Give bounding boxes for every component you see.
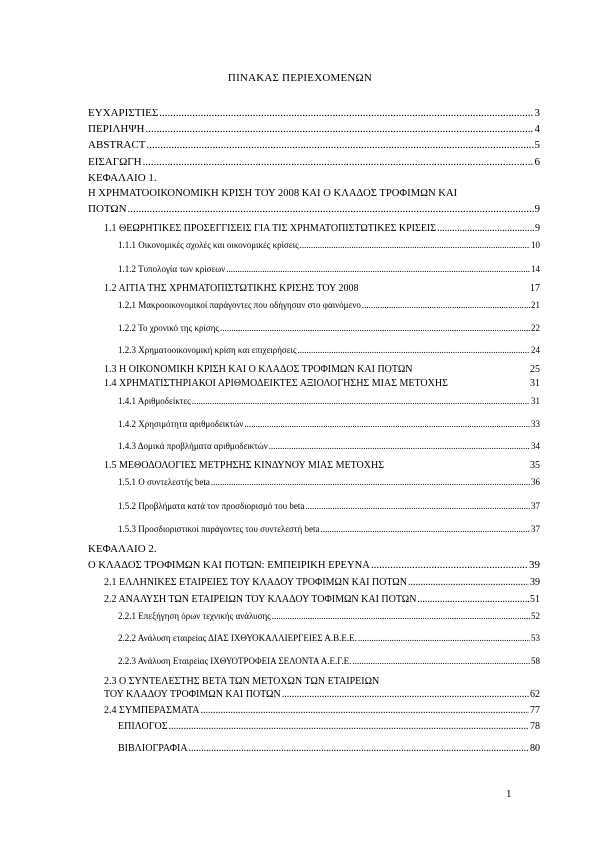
toc-entry[interactable] <box>104 222 540 236</box>
toc-entry-label: 1.5 ΜΕΘΟΔΟΛΟΓΙΕΣ ΜΕΤΡΗΣΗΣ ΚΙΝΔΥΝΟΥ ΜΙΑΣ ΜΕΤΟΧΗΣ <box>104 460 385 471</box>
toc-entry-page: 4 <box>534 123 540 135</box>
toc-entry-page: 9 <box>535 223 540 234</box>
leader-dots <box>437 222 534 236</box>
toc-entry[interactable] <box>104 593 540 607</box>
toc-entry-page: 39 <box>529 559 540 571</box>
chapter-heading: ΚΕΦΑΛΑΙΟ 1. <box>88 172 157 184</box>
toc-entry[interactable] <box>118 321 540 335</box>
toc-entry-page: 80 <box>530 743 540 754</box>
toc-entry-page: 53 <box>531 633 540 643</box>
toc-entry-label: ABSTRACT <box>88 139 146 151</box>
toc-entry-page: 31 <box>531 396 540 406</box>
toc-entry[interactable] <box>118 238 540 252</box>
toc-entry[interactable] <box>118 742 540 756</box>
toc-entry-label: 2.1 ΕΛΛΗΝΙΚΕΣ ΕΤΑΙΡΕΙΕΣ ΤΟΥ ΚΛΑΔΟΥ ΤΡΟΦΙΜΩΝ ΚΑΙ ΠΟΤΩΝ <box>104 577 407 588</box>
toc-entry-label: ΠΕΡΙΛΗΨΗ <box>88 123 145 135</box>
toc-entry-label: 2.2 ΑΝΑΛΥΣΗ ΤΩΝ ΕΤΑΙΡΕΙΩΝ ΤΟΥ ΚΛΑΔΟΥ ΤΟΦΙΜΩΝ ΚΑΙ ΠΟΤΩΝ <box>104 594 417 605</box>
toc-entry[interactable] <box>118 631 540 645</box>
toc-entry-label: ΕΙΣΑΓΩΓΗ <box>88 156 142 168</box>
page-title: ΠΙΝΑΚΑΣ ΠΕΡΙΕΧΟΜΕΝΩΝ <box>227 72 373 84</box>
toc-entry-page: 22 <box>531 323 540 333</box>
toc-entry-page: 17 <box>530 283 540 294</box>
toc-entry-label: 1.5.3 Προσδιοριστικοί παράγοντες του συντελεστή beta <box>118 524 320 534</box>
leader-dots <box>189 742 529 756</box>
toc-entry[interactable] <box>118 475 540 489</box>
toc-entry-label: 2.2.3 Ανάλυση Εταιρείας ΙΧΘΥΟΤΡΟΦΕΙΑ ΣΕΛΟΝΤΑ Α.Ε.Γ.Ε. <box>118 656 352 666</box>
toc-entry-page: 24 <box>531 345 540 355</box>
leader-dots <box>128 202 534 216</box>
toc-entry[interactable] <box>118 654 540 668</box>
page-number: 1 <box>506 788 512 800</box>
toc-entry-page: 58 <box>531 656 540 666</box>
leader-dots <box>143 155 534 169</box>
toc-entry-page: 9 <box>534 203 540 215</box>
toc-entry[interactable] <box>118 262 540 276</box>
leader-dots <box>305 499 530 513</box>
toc-entry[interactable] <box>88 122 540 136</box>
toc-entry-page: 52 <box>531 611 540 621</box>
toc-entry-label: 1.4 ΧΡΗΜΑΤΙΣΤΗΡΙΑΚΟΙ ΑΡΙΘΜΟΔΕΙΚΤΕΣ ΑΞΙΟΛΟΓΗΣΗΣ ΜΙΑΣ ΜΕΤΟΧΗΣ <box>104 378 448 389</box>
leader-dots <box>211 475 530 489</box>
toc-entry-page: 33 <box>531 419 540 429</box>
toc-entry-label: 1.2.1 Μακροοικονομικοί παράγοντες που οδήγησαν στο φαινόμενο <box>118 300 361 310</box>
toc-entry-page: 78 <box>530 721 540 732</box>
toc-entry-label: ΕΠΙΛΟΓΟΣ <box>118 721 168 732</box>
toc-entry[interactable] <box>118 720 540 734</box>
leader-dots <box>408 576 529 590</box>
toc-entry-label: ΠΟΤΩΝ <box>88 203 127 215</box>
toc-entry[interactable] <box>88 155 540 169</box>
leader-dots <box>192 394 530 408</box>
leader-dots <box>282 688 529 702</box>
leader-dots <box>226 262 530 276</box>
leader-dots <box>352 654 530 668</box>
toc-entry-label: 1.2 ΑΙΤΙΑ ΤΗΣ ΧΡΗΜΑΤΟΠΙΣΤΩΤΙΚΗΣ ΚΡΙΣΗΣ ΤΟΥ 2008 <box>104 283 359 294</box>
leader-dots <box>272 609 530 623</box>
toc-entry[interactable] <box>88 202 540 216</box>
chapter-title: Η ΧΡΗΜΑΤΟΟΙΚΟΝΟΜΙΚΗ ΚΡΙΣΗ ΤΟΥ 2008 ΚΑΙ Ο ΚΛΑΔΟΣ ΤΡΟΦΙΜΩΝ ΚΑΙ <box>88 188 458 199</box>
toc-entry-page: 62 <box>530 689 540 700</box>
toc-entry-label: 1.5.1 Ο συντελεστής beta <box>118 477 210 487</box>
leader-dots <box>362 298 530 312</box>
toc-entry-label: 1.4.3 Δομικά προβλήματα αριθμοδεικτών <box>118 441 268 451</box>
toc-entry-page: 14 <box>531 264 540 274</box>
toc-entry[interactable] <box>118 499 540 513</box>
toc-entry-label: 1.1.1 Οικονομικές σχολές και οικονομικές κρίσεις <box>118 240 299 250</box>
toc-entry-label: Ο ΚΛΑΔΟΣ ΤΡΟΦΙΜΩΝ ΚΑΙ ΠΟΤΩΝ: ΕΜΠΕΙΡΙΚΗ ΕΡΕΥΝΑ <box>88 560 370 571</box>
toc-entry-page: 6 <box>534 156 540 168</box>
toc-entry-label: 1.1 ΘΕΩΡΗΤΙΚΕΣ ΠΡΟΣΕΓΓΙΣΕΙΣ ΓΙΑ ΤΙΣ ΧΡΗΜΑΤΟΠΙΣΤΩΤΙΚΕΣ ΚΡΙΣΕΙΣ <box>104 223 437 234</box>
toc-entry-label: 2.2.2 Ανάλυση εταιρείας ΔΙΑΣ ΙΧΘΥΟΚΑΛΛΙΕΡΓΕΙΕΣ Α.Β.Ε.Ε. <box>118 633 357 643</box>
toc-entry-label: 1.1.2 Τυπολογία των κρίσεων <box>118 264 226 274</box>
toc-entry-page: 37 <box>531 524 540 534</box>
leader-dots <box>169 720 529 734</box>
toc-entry-label: 1.4.1 Αριθμοδείκτες <box>118 396 191 406</box>
leader-dots <box>320 522 530 536</box>
toc-entry-label: 2.4 ΣΥΜΠΕΡΑΣΜΑΤΑ <box>104 705 200 716</box>
leader-dots <box>146 138 533 152</box>
toc-entry-page: 31 <box>530 378 540 389</box>
toc-entry-page: 51 <box>530 594 540 605</box>
leader-dots <box>417 593 529 607</box>
toc-entry[interactable] <box>118 522 540 536</box>
toc-entry-page: 35 <box>530 460 540 471</box>
toc-entry-page: 37 <box>531 501 540 511</box>
leader-dots <box>358 631 530 645</box>
leader-dots <box>269 439 530 453</box>
toc-entry-page: 10 <box>531 240 540 250</box>
toc-entry-page: 34 <box>531 441 540 451</box>
toc-entry[interactable] <box>104 688 540 702</box>
toc-entry[interactable] <box>118 439 540 453</box>
leader-dots <box>159 106 533 120</box>
toc-entry[interactable] <box>104 459 540 473</box>
toc-entry[interactable] <box>104 282 540 296</box>
toc-entry[interactable] <box>118 343 540 357</box>
toc-entry-page: 25 <box>530 364 540 375</box>
toc-entry-label: 1.3 Η ΟΙΚΟΝΟΜΙΚΗ ΚΡΙΣΗ ΚΑΙ Ο ΚΛΑΔΟΣ ΤΡΟΦΙΜΩΝ ΚΑΙ ΠΟΤΩΝ <box>104 364 413 375</box>
toc-entry[interactable] <box>104 377 540 391</box>
toc-entry[interactable] <box>104 363 540 377</box>
toc-entry[interactable] <box>118 417 540 431</box>
toc-entry-page: 77 <box>530 705 540 716</box>
toc-entry[interactable] <box>118 298 540 312</box>
toc-entry[interactable] <box>88 106 540 120</box>
toc-entry-label: ΤΟΥ ΚΛΑΔΟΥ ΤΡΟΦΙΜΩΝ ΚΑΙ ΠΟΤΩΝ <box>104 689 281 700</box>
toc-entry-label: 1.4.2 Χρησιμότητα αριθμοδεικτών <box>118 419 244 429</box>
toc-entry[interactable] <box>88 558 540 573</box>
leader-dots <box>220 321 530 335</box>
toc-entry[interactable] <box>118 609 540 623</box>
toc-entry-label: 1.2.3 Χρηματοοικονομική κρίση και επιχειρήσεις <box>118 345 297 355</box>
toc-entry-label: 1.5.2 Προβλήματα κατά τον προσδιορισμό του beta <box>118 501 305 511</box>
toc-entry-page: 36 <box>531 477 540 487</box>
toc-entry-page: 21 <box>531 300 540 310</box>
toc-entry[interactable] <box>118 394 540 408</box>
toc-entry[interactable] <box>104 704 540 718</box>
chapter-heading: ΚΕΦΑΛΑΙΟ 2. <box>88 543 157 555</box>
leader-dots <box>300 238 530 252</box>
toc-entry[interactable] <box>88 138 540 152</box>
toc-entry[interactable] <box>104 576 540 590</box>
toc-entry-label: ΒΙΒΛΙΟΓΡΑΦΙΑ <box>118 743 188 754</box>
toc-entry-label: 2.2.1 Επεξήγηση όρων τεχνικής ανάλυσης <box>118 611 271 621</box>
toc-entry-label: ΕΥΧΑΡΙΣΤΙΕΣ <box>88 107 159 119</box>
toc-entry-label: 1.2.2 Το χρονικό της κρίσης <box>118 323 219 333</box>
toc-entry-page: 39 <box>530 577 540 588</box>
leader-dots <box>244 417 530 431</box>
leader-dots <box>201 704 529 718</box>
leader-dots <box>298 343 530 357</box>
toc-entry-page: 5 <box>534 139 540 151</box>
leader-dots <box>371 558 528 572</box>
toc-entry-label: 2.3 Ο ΣΥΝΤΕΛΕΣΤΗΣ ΒΕΤΑ ΤΩΝ ΜΕΤΟΧΩΝ ΤΩΝ ΕΤΑΙΡΕΙΩΝ <box>104 676 380 687</box>
toc-entry-page: 3 <box>534 107 540 119</box>
leader-dots <box>145 122 533 136</box>
